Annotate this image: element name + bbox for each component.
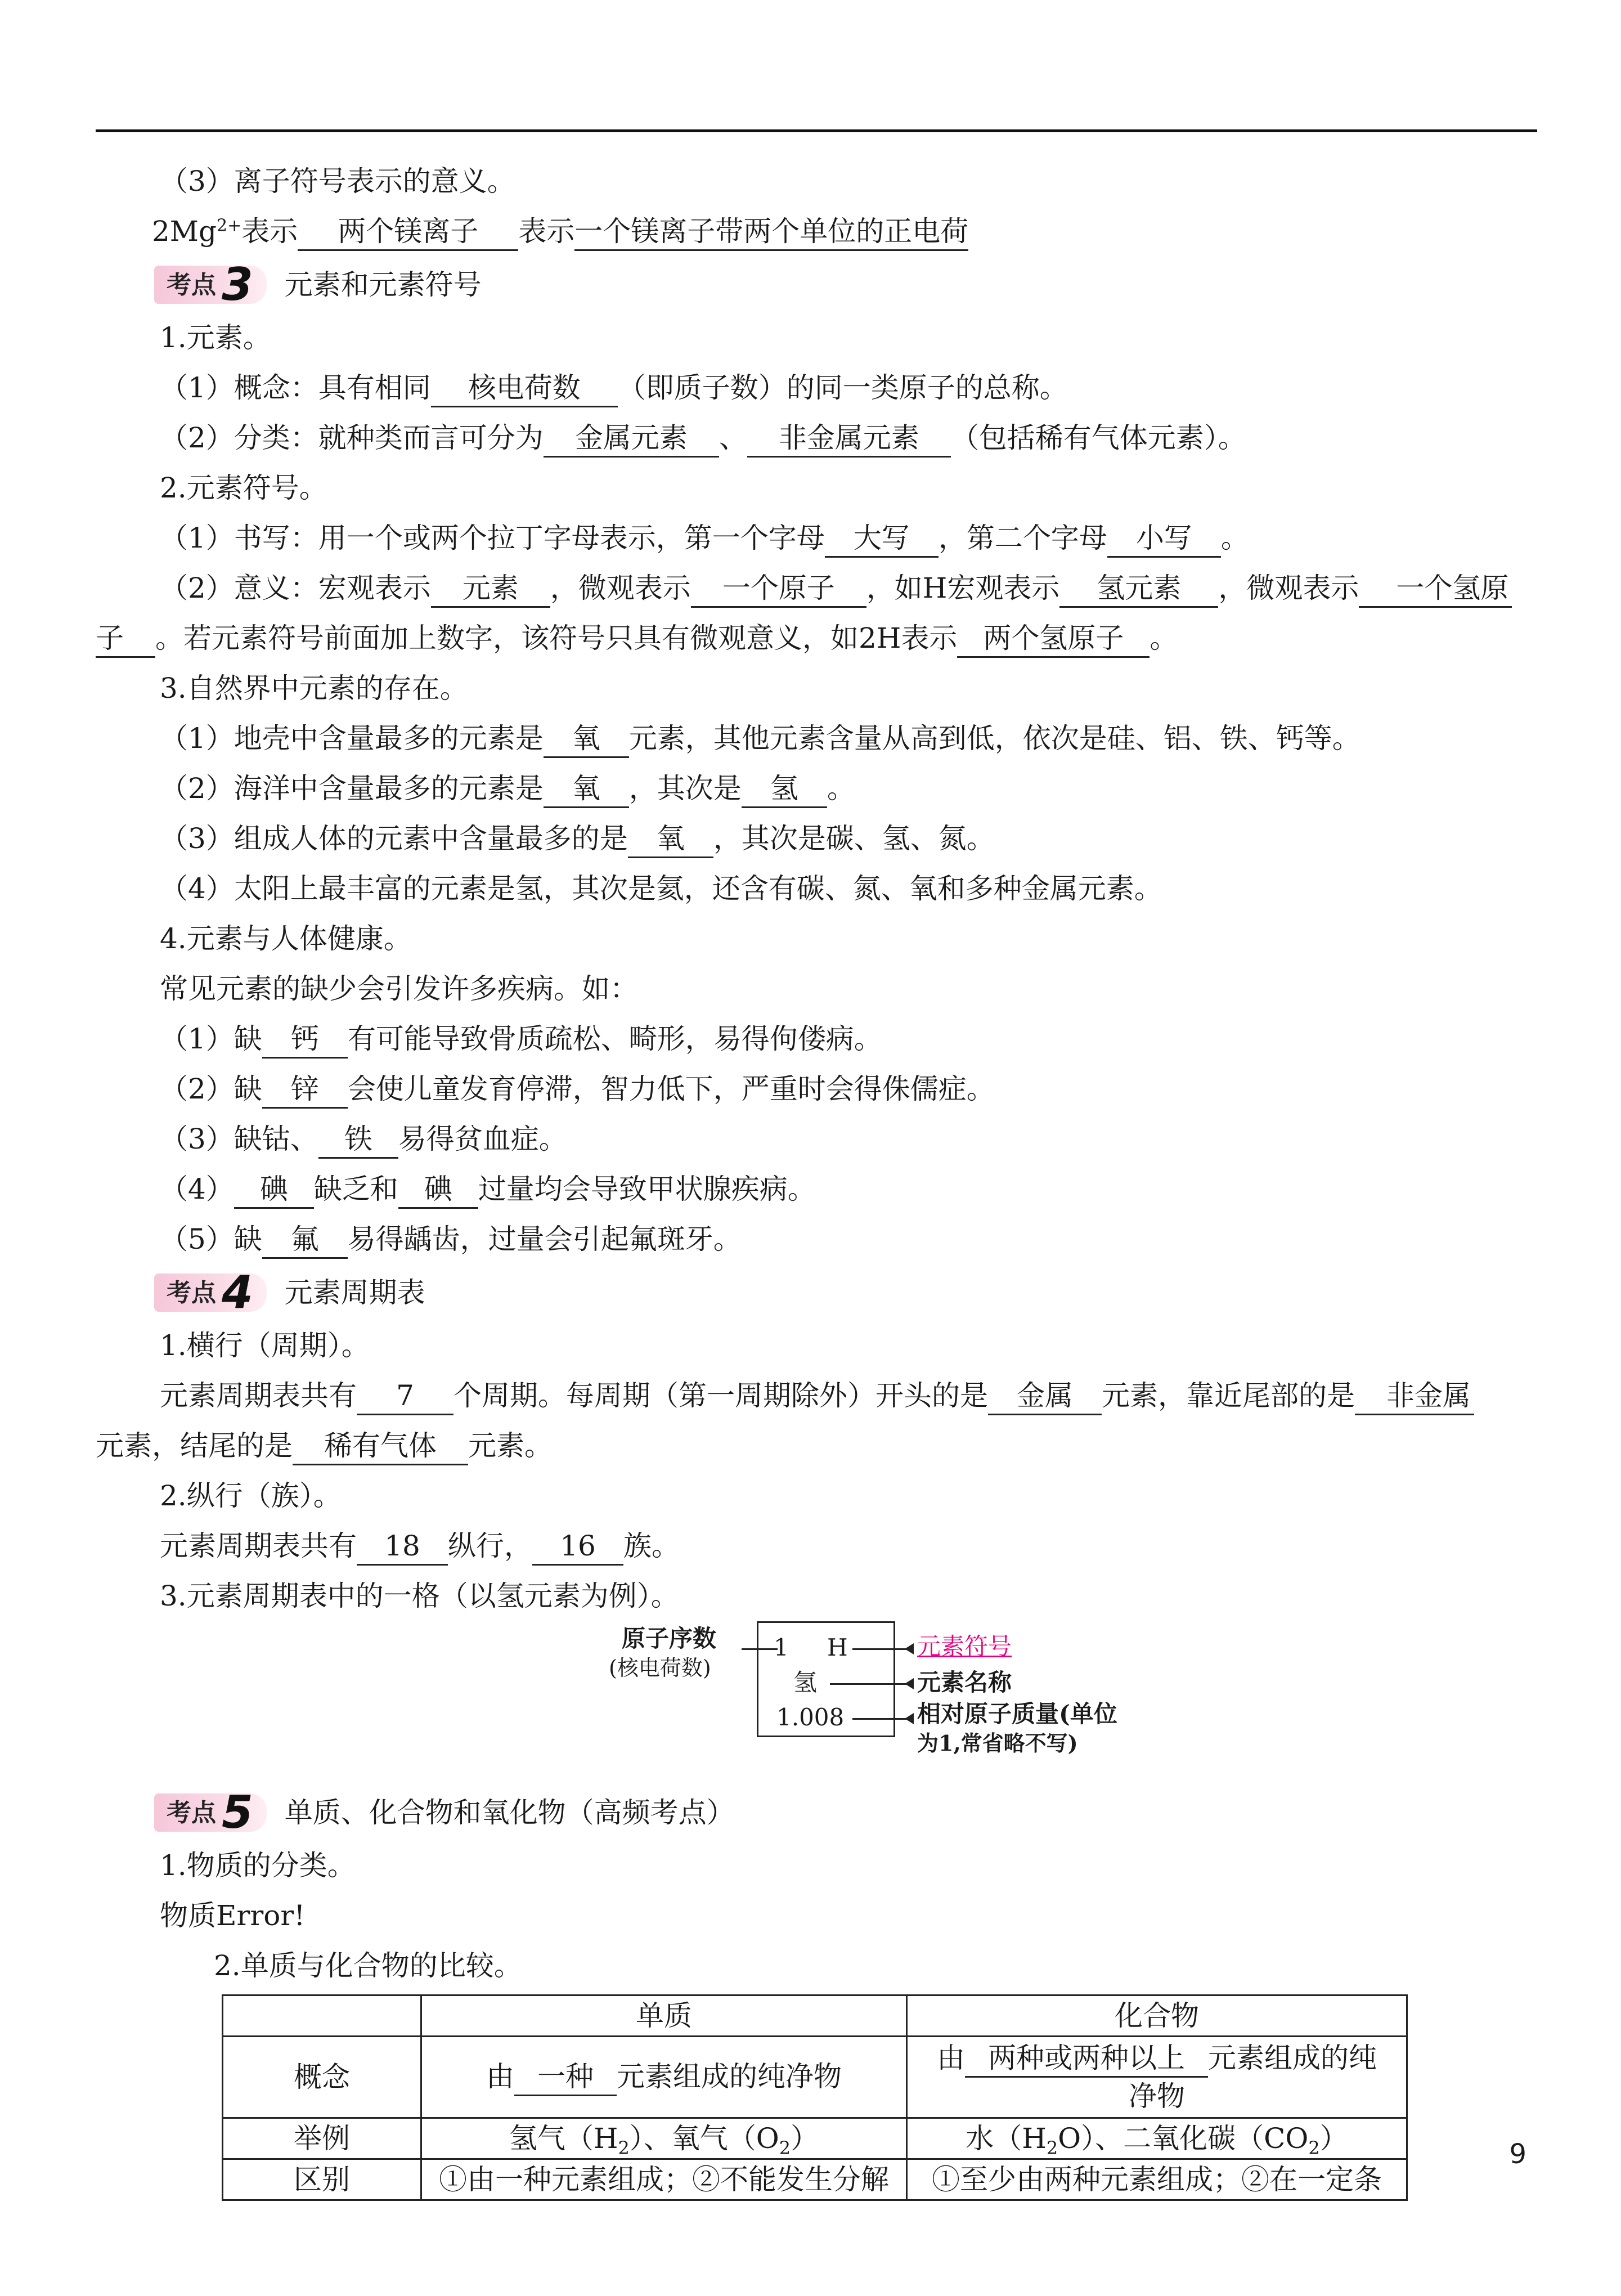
section-title: 单质、化合物和氧化物（高频考点） [284,1796,735,1829]
label-nuclear-charge: (核电荷数) [609,1656,711,1680]
text: 元素，靠近尾部的是 [1102,1379,1355,1412]
paragraph: （3）离子符号表示的意义。 [160,165,515,198]
page-content [96,156,1537,2201]
answer-blank: 非金属元素 [747,420,951,458]
answer-blank: 两个镁离子 [298,213,518,251]
paragraph [96,814,1537,864]
answer-blank: 7 [357,1378,453,1415]
section-badge [154,1786,267,1838]
text: 个周期。每周期（第一周期除外）开头的是 [453,1379,988,1412]
answer-blank: 碘 [234,1171,314,1209]
answer-blank: 两个氢原子 [957,620,1149,658]
text: 水（H [966,2122,1047,2155]
paragraph [96,613,1537,663]
answer-blank: 元素 [431,570,550,608]
text: 元素组成的纯净物 [617,2060,842,2093]
text: 过量均会导致甲状腺疾病。 [478,1173,816,1205]
table-row [223,2037,1407,2118]
label-atomic-number: 原子序数 [622,1625,717,1652]
table-cell [907,2118,1407,2159]
paragraph [96,1421,1537,1471]
paragraph: （4）太阳上最丰富的元素是氢，其次是氦，还含有碳、氮、氧和多种金属元素。 [160,872,1162,905]
text: ，如H宏观表示 [866,572,1060,604]
text: （2）意义：宏观表示 [160,572,431,604]
label-element-name: 元素名称 [917,1669,1012,1696]
arrow-icon [905,1643,914,1654]
label-element-symbol: 元素符号 [917,1633,1012,1660]
answer-blank: 一个原子 [691,570,866,608]
table-row [223,2118,1407,2159]
answer-blank: 一个镁离子带两个单位的正电荷 [574,213,968,251]
answer-blank: 碘 [398,1171,478,1209]
text: （包括稀有气体元素）。 [950,421,1246,454]
table-cell: ①至少由两种元素组成；②在一定条 [907,2159,1407,2200]
text: 纵行， [448,1530,532,1562]
answer-blank: 氢 [742,770,827,808]
arrow-icon [905,1678,914,1689]
subscript: 2 [1308,2137,1320,2159]
answer-blank: 锌 [262,1071,348,1109]
text: （3）缺钴、 [160,1123,318,1155]
table-cell: 区别 [223,2159,421,2200]
section-title: 元素周期表 [284,1276,425,1309]
cell-symbol: H [827,1634,848,1661]
paragraph [96,1371,1537,1421]
cell-name: 氢 [793,1669,818,1696]
answer-blank: 小写 [1107,520,1221,558]
text: ，微观表示 [550,572,691,604]
text: 缺乏和 [313,1173,398,1205]
text: （1）书写：用一个或两个拉丁字母表示，第一个字母 [160,522,825,554]
badge-label: 考点 [167,1798,216,1827]
answer-blank: 18 [357,1528,448,1566]
text: 。 [1220,522,1249,554]
answer-blank: 氧 [544,720,629,758]
text: （1）概念：具有相同 [160,371,431,404]
leader-line [852,1718,908,1720]
answer-blank: 非金属 [1355,1378,1474,1415]
text: （即质子数）的同一类原子的总称。 [617,371,1068,404]
text: 元素周期表共有 [160,1379,357,1412]
text: 。 [1149,622,1178,654]
text: 2Mg [152,215,217,248]
cell-mass: 1.008 [776,1703,845,1731]
text: 元素，结尾的是 [96,1429,293,1462]
paragraph: 常见元素的缺少会引发许多疾病。如： [160,972,638,1005]
table-cell [907,2037,1407,2118]
comparison-table [222,1994,1408,2201]
answer-blank: 大写 [825,520,939,558]
text: 易得贫血症。 [398,1123,567,1155]
text: （4） [160,1173,234,1205]
table-cell [421,2118,907,2159]
table-row [223,1995,1407,2037]
table-header: 单质 [421,1995,907,2037]
text: （5）缺 [160,1223,262,1255]
answer-blank: 金属元素 [544,420,719,458]
section-heading [96,1784,1537,1841]
label-relative-mass-note: 为1,常省略不写) [917,1730,1078,1756]
paragraph: 2.单质与化合物的比较。 [214,1949,522,1982]
paragraph [96,563,1537,613]
text: （3）组成人体的元素中含量最多的是 [160,822,628,855]
paragraph: 1.物质的分类。 [160,1849,356,1882]
answer-blank: 子 [96,620,155,658]
table-cell: 概念 [223,2037,421,2118]
paragraph: 3.自然界中元素的存在。 [160,672,468,705]
paragraph: 4.元素与人体健康。 [160,922,412,955]
text: 元素。 [468,1429,553,1462]
text: ，第二个字母 [938,522,1107,554]
section-title: 元素和元素符号 [284,268,482,301]
text: ） [791,2122,819,2155]
paragraph [96,714,1537,764]
paragraph [96,1521,1537,1571]
text: 由 [937,2042,965,2074]
badge-label: 考点 [167,1278,216,1307]
superscript: 2+ [217,216,242,236]
text: ，其次是 [628,772,742,805]
answer-blank: 氧 [628,820,713,858]
text: 、 [719,421,747,454]
text: （2）分类：就种类而言可分为 [160,421,544,454]
table-cell [223,1995,421,2037]
paragraph [96,207,1537,257]
answer-blank: 氧 [544,770,629,808]
paragraph [96,513,1537,563]
text: ，其次是碳、氢、氮。 [713,822,995,855]
subscript: 2 [779,2137,791,2159]
table-cell: 举例 [223,2118,421,2159]
header-rule [96,129,1537,132]
answer-blank: 氟 [262,1221,348,1259]
text: 。若元素符号前面加上数字，该符号只具有微观意义，如2H表示 [155,622,958,654]
paragraph [96,764,1537,814]
paragraph: 物质Error! [160,1899,306,1932]
answer-blank: 氢元素 [1059,570,1218,608]
text: （2）缺 [160,1073,262,1105]
periodic-cell-diagram [96,1621,1537,1784]
subscript: 2 [1046,2137,1058,2159]
paragraph [96,413,1537,463]
text: ，微观表示 [1218,572,1359,604]
paragraph: 1.元素。 [160,321,271,354]
text: 元素，其他元素含量从高到低，依次是硅、铝、铁、钙等。 [628,722,1360,755]
paragraph [96,1114,1537,1164]
cell-atomic-number: 1 [774,1634,789,1661]
paragraph: 3.元素周期表中的一格（以氢元素为例）。 [160,1580,679,1612]
text: （2）海洋中含量最多的元素是 [160,772,544,805]
page-number: 9 [1509,2138,1526,2170]
leader-line [830,1683,908,1685]
text: 。 [827,772,855,805]
text: （1）缺 [160,1023,262,1055]
table-header: 化合物 [907,1995,1407,2037]
text: O）、二氧化碳（CO [1058,2122,1309,2155]
answer-blank: 一种 [514,2059,617,2096]
paragraph [96,363,1537,413]
text: ）、氧气（O [629,2122,779,2155]
answer-blank: 一个氢原 [1359,570,1512,608]
answer-blank: 稀有气体 [293,1428,468,1465]
text: 元素组成的纯 [1208,2042,1377,2074]
label-relative-mass: 相对原子质量(单位 [917,1700,1117,1728]
answer-blank: 核电荷数 [431,370,618,407]
badge-number: 3 [222,258,253,311]
arrow-icon [905,1713,914,1724]
text: 族。 [623,1530,680,1562]
table-cell: ①由一种元素组成；②不能发生分解 [421,2159,907,2200]
text: ） [1319,2122,1348,2155]
section-heading [96,1264,1537,1321]
text: 净物 [1129,2080,1185,2113]
section-heading [96,257,1537,313]
paragraph: 2.纵行（族）。 [160,1479,342,1512]
text: 元素周期表共有 [160,1530,357,1562]
answer-blank: 金属 [988,1378,1102,1415]
badge-label: 考点 [167,270,216,299]
text: 表示 [241,215,298,248]
subscript: 2 [618,2137,630,2159]
badge-number: 4 [222,1266,253,1319]
paragraph: 2.元素符号。 [160,472,327,504]
leader-line [852,1648,908,1650]
table-row [223,2159,1407,2200]
text: 表示 [518,215,575,248]
answer-blank: 16 [532,1528,623,1566]
answer-blank: 铁 [318,1121,398,1159]
table-cell [421,2037,907,2118]
section-badge [154,1266,267,1319]
paragraph [96,1214,1537,1264]
text: （1）地壳中含量最多的元素是 [160,722,544,755]
answer-blank: 钙 [262,1021,348,1059]
text: 易得龋齿，过量会引起氟斑牙。 [347,1223,742,1255]
text: 会使儿童发育停滞，智力低下，严重时会得侏儒症。 [347,1073,995,1105]
paragraph [96,1064,1537,1114]
badge-number: 5 [222,1786,253,1838]
paragraph [96,1164,1537,1214]
section-badge [154,258,267,311]
text: 有可能导致骨质疏松、畸形，易得佝偻病。 [347,1023,882,1055]
paragraph: 1.横行（周期）。 [160,1329,370,1362]
answer-blank: 两种或两种以上 [965,2040,1208,2078]
paragraph [96,1014,1537,1064]
text: 由 [486,2060,514,2093]
text: 氢气（H [509,2122,618,2155]
